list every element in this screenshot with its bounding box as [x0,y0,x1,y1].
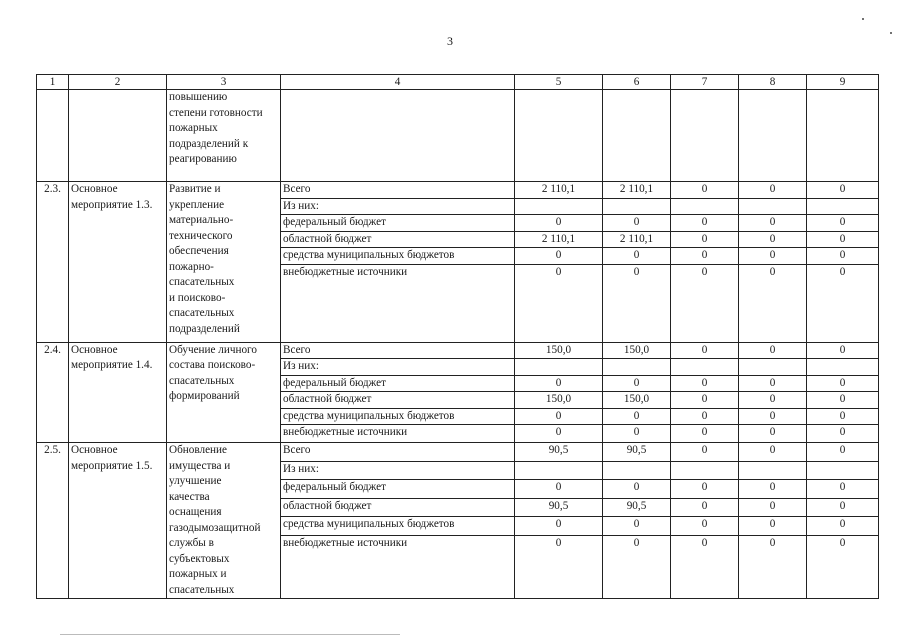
amount-cell [807,359,879,376]
amount-cell: 0 [671,215,739,232]
amount-cell [515,198,603,215]
description-line: материально- [169,214,234,226]
amount-cell: 150,0 [603,392,671,409]
amount-cell: 0 [807,375,879,392]
amount-cell: 90,5 [515,443,603,462]
description-line: подразделений к [169,137,249,150]
amount-cell: 2 110,1 [603,182,671,199]
funding-source: федеральный бюджет [281,375,515,392]
continuation-row [37,90,879,182]
amount-cell [739,198,807,215]
column-header: 5 [515,75,603,90]
item-number: 2.5. [37,443,69,599]
amount-cell: 0 [603,215,671,232]
amount-cell: 90,5 [603,443,671,462]
amount-cell: 0 [515,248,603,265]
amount-cell: 0 [515,480,603,499]
description-line: улучшение [169,475,222,487]
description-line: степени готовности [169,106,263,119]
amount-cell: 0 [739,215,807,232]
description-line: спасательных [169,276,235,288]
description-line: подразделений [169,322,240,335]
measure-description [167,443,281,599]
amount-cell: 0 [603,535,671,598]
description-line: технического [169,229,233,242]
amount-cell: 0 [671,443,739,462]
description-line: реагированию [169,153,237,165]
funding-source: Из них: [281,359,515,376]
amount-cell [515,359,603,376]
amount-cell: 0 [807,498,879,517]
amount-cell: 0 [671,342,739,359]
amount-cell: 90,5 [515,498,603,517]
column-header: 7 [671,75,739,90]
event-name [69,342,167,443]
amount-cell: 0 [739,443,807,462]
description-line: состава поисково- [169,359,256,371]
amount-cell: 0 [739,231,807,248]
funding-row [37,342,879,359]
amount-cell: 0 [807,215,879,232]
amount-cell: 0 [739,408,807,425]
event-line: Основное [71,343,118,356]
column-header: 4 [281,75,515,90]
column-header: 6 [603,75,671,90]
funding-source: средства муниципальных бюджетов [281,248,515,265]
description-line: Обучение личного [169,343,257,356]
funding-source: внебюджетные источники [281,425,515,443]
amount-cell [739,359,807,376]
funding-source: средства муниципальных бюджетов [281,408,515,425]
funding-source: Всего [281,342,515,359]
amount-cell: 150,0 [603,342,671,359]
amount-cell: 0 [603,375,671,392]
measure-description [167,342,281,443]
description-line: Обновление [169,444,227,456]
amount-cell: 0 [515,535,603,598]
column-number-row [37,75,879,90]
amount-cell: 150,0 [515,342,603,359]
amount-cell: 0 [671,375,739,392]
budget-table [36,74,879,599]
column-header: 8 [739,75,807,90]
amount-cell: 0 [807,535,879,598]
description-line: имущества и [169,459,231,472]
amount-cell: 0 [739,375,807,392]
amount-cell: 0 [807,443,879,462]
column-header: 2 [69,75,167,90]
amount-cell: 0 [739,264,807,342]
event-line: мероприятие 1.4. [71,359,153,371]
measure-description [167,182,281,343]
amount-cell: 0 [671,182,739,199]
description-line: качества [169,490,210,503]
funding-source: областной бюджет [281,392,515,409]
amount-cell: 0 [515,264,603,342]
measure-description [167,90,281,182]
funding-source: федеральный бюджет [281,215,515,232]
amount-cell: 0 [807,425,879,443]
amount-cell: 0 [603,517,671,536]
amount-cell: 0 [807,342,879,359]
column-header: 3 [167,75,281,90]
amount-cell [671,198,739,215]
amount-cell [671,461,739,480]
description-line: повышению [169,91,228,103]
funding-row [37,443,879,462]
item-number: 2.4. [37,342,69,443]
description-line: пожарно- [169,260,214,273]
event-line: Основное [71,444,118,456]
amount-cell: 0 [671,231,739,248]
amount-cell: 0 [515,517,603,536]
scan-speck [862,18,864,20]
amount-cell: 0 [671,408,739,425]
event-line: мероприятие 1.5. [71,459,153,472]
amount-cell [807,461,879,480]
amount-cell: 0 [603,264,671,342]
scan-speck [890,32,892,34]
funding-source: Из них: [281,461,515,480]
description-line: спасательных [169,307,235,319]
amount-cell [603,359,671,376]
amount-cell: 0 [807,182,879,199]
amount-cell: 2 110,1 [515,182,603,199]
amount-cell: 0 [807,517,879,536]
description-line: Развитие и [169,183,221,195]
amount-cell: 0 [739,517,807,536]
description-line: спасательных [169,583,235,596]
description-line: пожарных [169,122,218,134]
amount-cell: 0 [807,408,879,425]
description-line: оснащения [169,506,222,518]
column-header: 9 [807,75,879,90]
scan-edge-line [60,634,400,635]
amount-cell: 0 [739,480,807,499]
amount-cell: 0 [603,248,671,265]
description-line: спасательных [169,374,235,387]
amount-cell: 0 [515,215,603,232]
amount-cell: 0 [739,425,807,443]
amount-cell: 0 [807,248,879,265]
amount-cell: 90,5 [603,498,671,517]
amount-cell [603,198,671,215]
event-line: мероприятие 1.3. [71,198,153,211]
funding-source: областной бюджет [281,231,515,248]
funding-source: областной бюджет [281,498,515,517]
amount-cell: 0 [671,425,739,443]
funding-source: внебюджетные источники [281,264,515,342]
amount-cell: 0 [671,517,739,536]
description-line: службы в [169,537,214,549]
description-line: укрепление [169,198,225,211]
item-number: 2.3. [37,182,69,343]
amount-cell: 0 [807,264,879,342]
event-name [69,182,167,343]
funding-source: Из них: [281,198,515,215]
funding-source: Всего [281,443,515,462]
funding-row [37,182,879,199]
funding-source: федеральный бюджет [281,480,515,499]
amount-cell: 0 [671,248,739,265]
description-line: формирований [169,390,240,402]
funding-source: средства муниципальных бюджетов [281,517,515,536]
amount-cell: 150,0 [515,392,603,409]
column-header: 1 [37,75,69,90]
amount-cell [603,461,671,480]
amount-cell [671,359,739,376]
amount-cell: 2 110,1 [515,231,603,248]
description-line: пожарных и [169,568,227,580]
funding-source: внебюджетные источники [281,535,515,598]
amount-cell: 0 [515,375,603,392]
event-line: Основное [71,183,118,195]
page-number: 3 [447,34,453,48]
amount-cell: 0 [603,480,671,499]
amount-cell [515,461,603,480]
amount-cell: 0 [739,392,807,409]
amount-cell: 0 [515,425,603,443]
amount-cell: 0 [603,408,671,425]
funding-source: Всего [281,182,515,199]
amount-cell: 0 [671,392,739,409]
amount-cell: 0 [807,480,879,499]
amount-cell: 0 [739,248,807,265]
description-line: обеспечения [169,245,229,257]
amount-cell: 0 [671,264,739,342]
amount-cell: 0 [603,425,671,443]
amount-cell: 0 [671,480,739,499]
description-line: газодымозащитной [169,521,261,534]
amount-cell: 0 [739,535,807,598]
description-line: субъектовых [169,552,230,565]
amount-cell: 0 [807,231,879,248]
amount-cell: 2 110,1 [603,231,671,248]
amount-cell: 0 [671,535,739,598]
amount-cell [807,198,879,215]
event-name [69,443,167,599]
amount-cell: 0 [807,392,879,409]
amount-cell: 0 [671,498,739,517]
description-line: и поисково- [169,291,226,304]
amount-cell: 0 [739,498,807,517]
amount-cell: 0 [739,342,807,359]
amount-cell: 0 [739,182,807,199]
amount-cell: 0 [515,408,603,425]
amount-cell [739,461,807,480]
